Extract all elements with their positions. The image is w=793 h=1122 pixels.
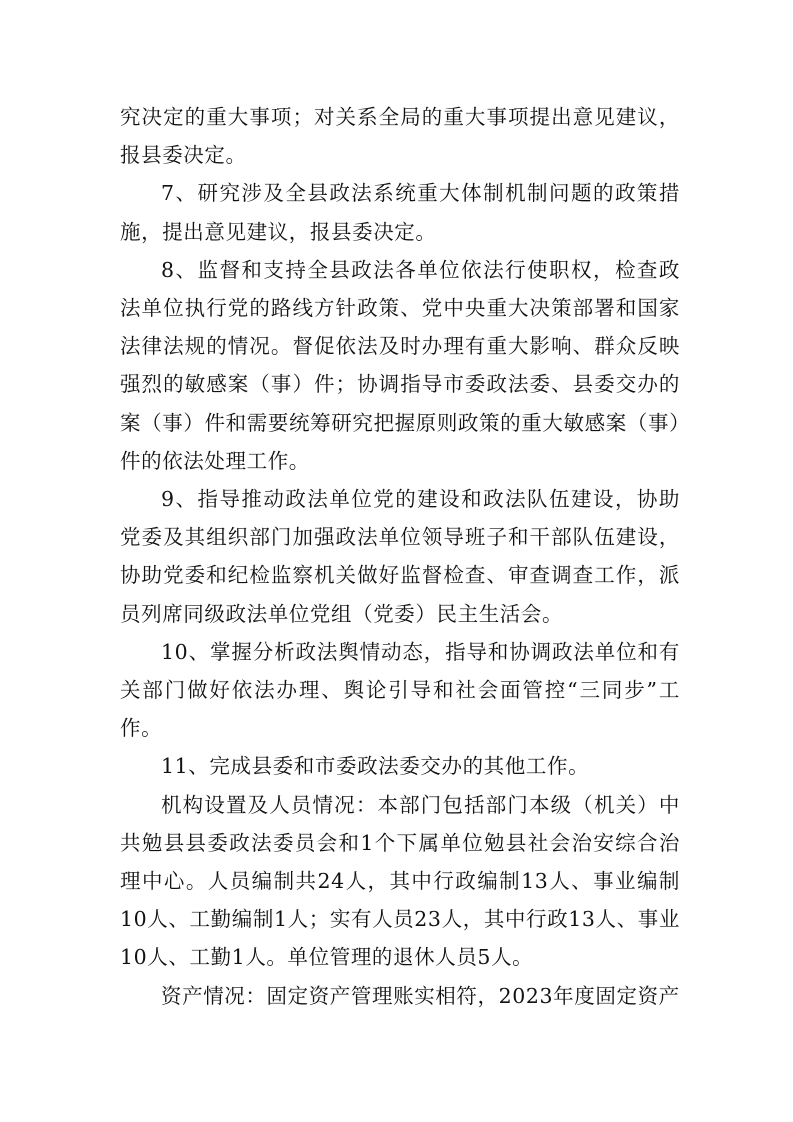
paragraph-assets: 资产情况：固定资产管理账实相符，2023年度固定资产: [161, 983, 680, 1008]
paragraph-item-7: 7、研究涉及全县政法系统重大体制机制问题的政策措施，提出意见建议，报县委决定。: [120, 181, 680, 244]
paragraph-item-11: 11、完成县委和市委政法委交办的其他工作。: [161, 754, 590, 779]
paragraph-item-8: 8、监督和支持全县政法各单位依法行使职权，检查政法单位执行党的路线方针政策、党中央重大决策部署和国家法律法规的情况。督促依法及时办理有重大影响、群众反映强烈的敏感案（事）件；协调指导市委政法委、县委交办的案（事）件和需要统筹研究把握原则政策的重大敏感案（事）件的依法处理工作。: [120, 257, 680, 473]
paragraph-continued: 究决定的重大事项；对关系全局的重大事项提出意见建议，报县委决定。: [120, 105, 680, 168]
paragraph-organization-staffing: 机构设置及人员情况：本部门包括部门本级（机关）中共勉县县委政法委员会和1个下属单位勉县社会治安综合治理中心。人员编制共24人，其中行政编制13人、事业编制10人、工勤编制1人；实有人员23人，其中行政13人、事业10人、工勤1人。单位管理的退休人员5人。: [120, 792, 680, 970]
paragraph-item-10: 10、掌握分析政法舆情动态，指导和协调政法单位和有关部门做好依法办理、舆论引导和社会面管控“三同步”工作。: [120, 639, 680, 741]
paragraph-item-9: 9、指导推动政法单位党的建设和政法队伍建设，协助党委及其组织部门加强政法单位领导班子和干部队伍建设，协助党委和纪检监察机关做好监督检查、审查调查工作，派员列席同级政法单位党组（党委）民主生活会。: [120, 487, 680, 626]
body-text: [120, 98, 680, 1015]
